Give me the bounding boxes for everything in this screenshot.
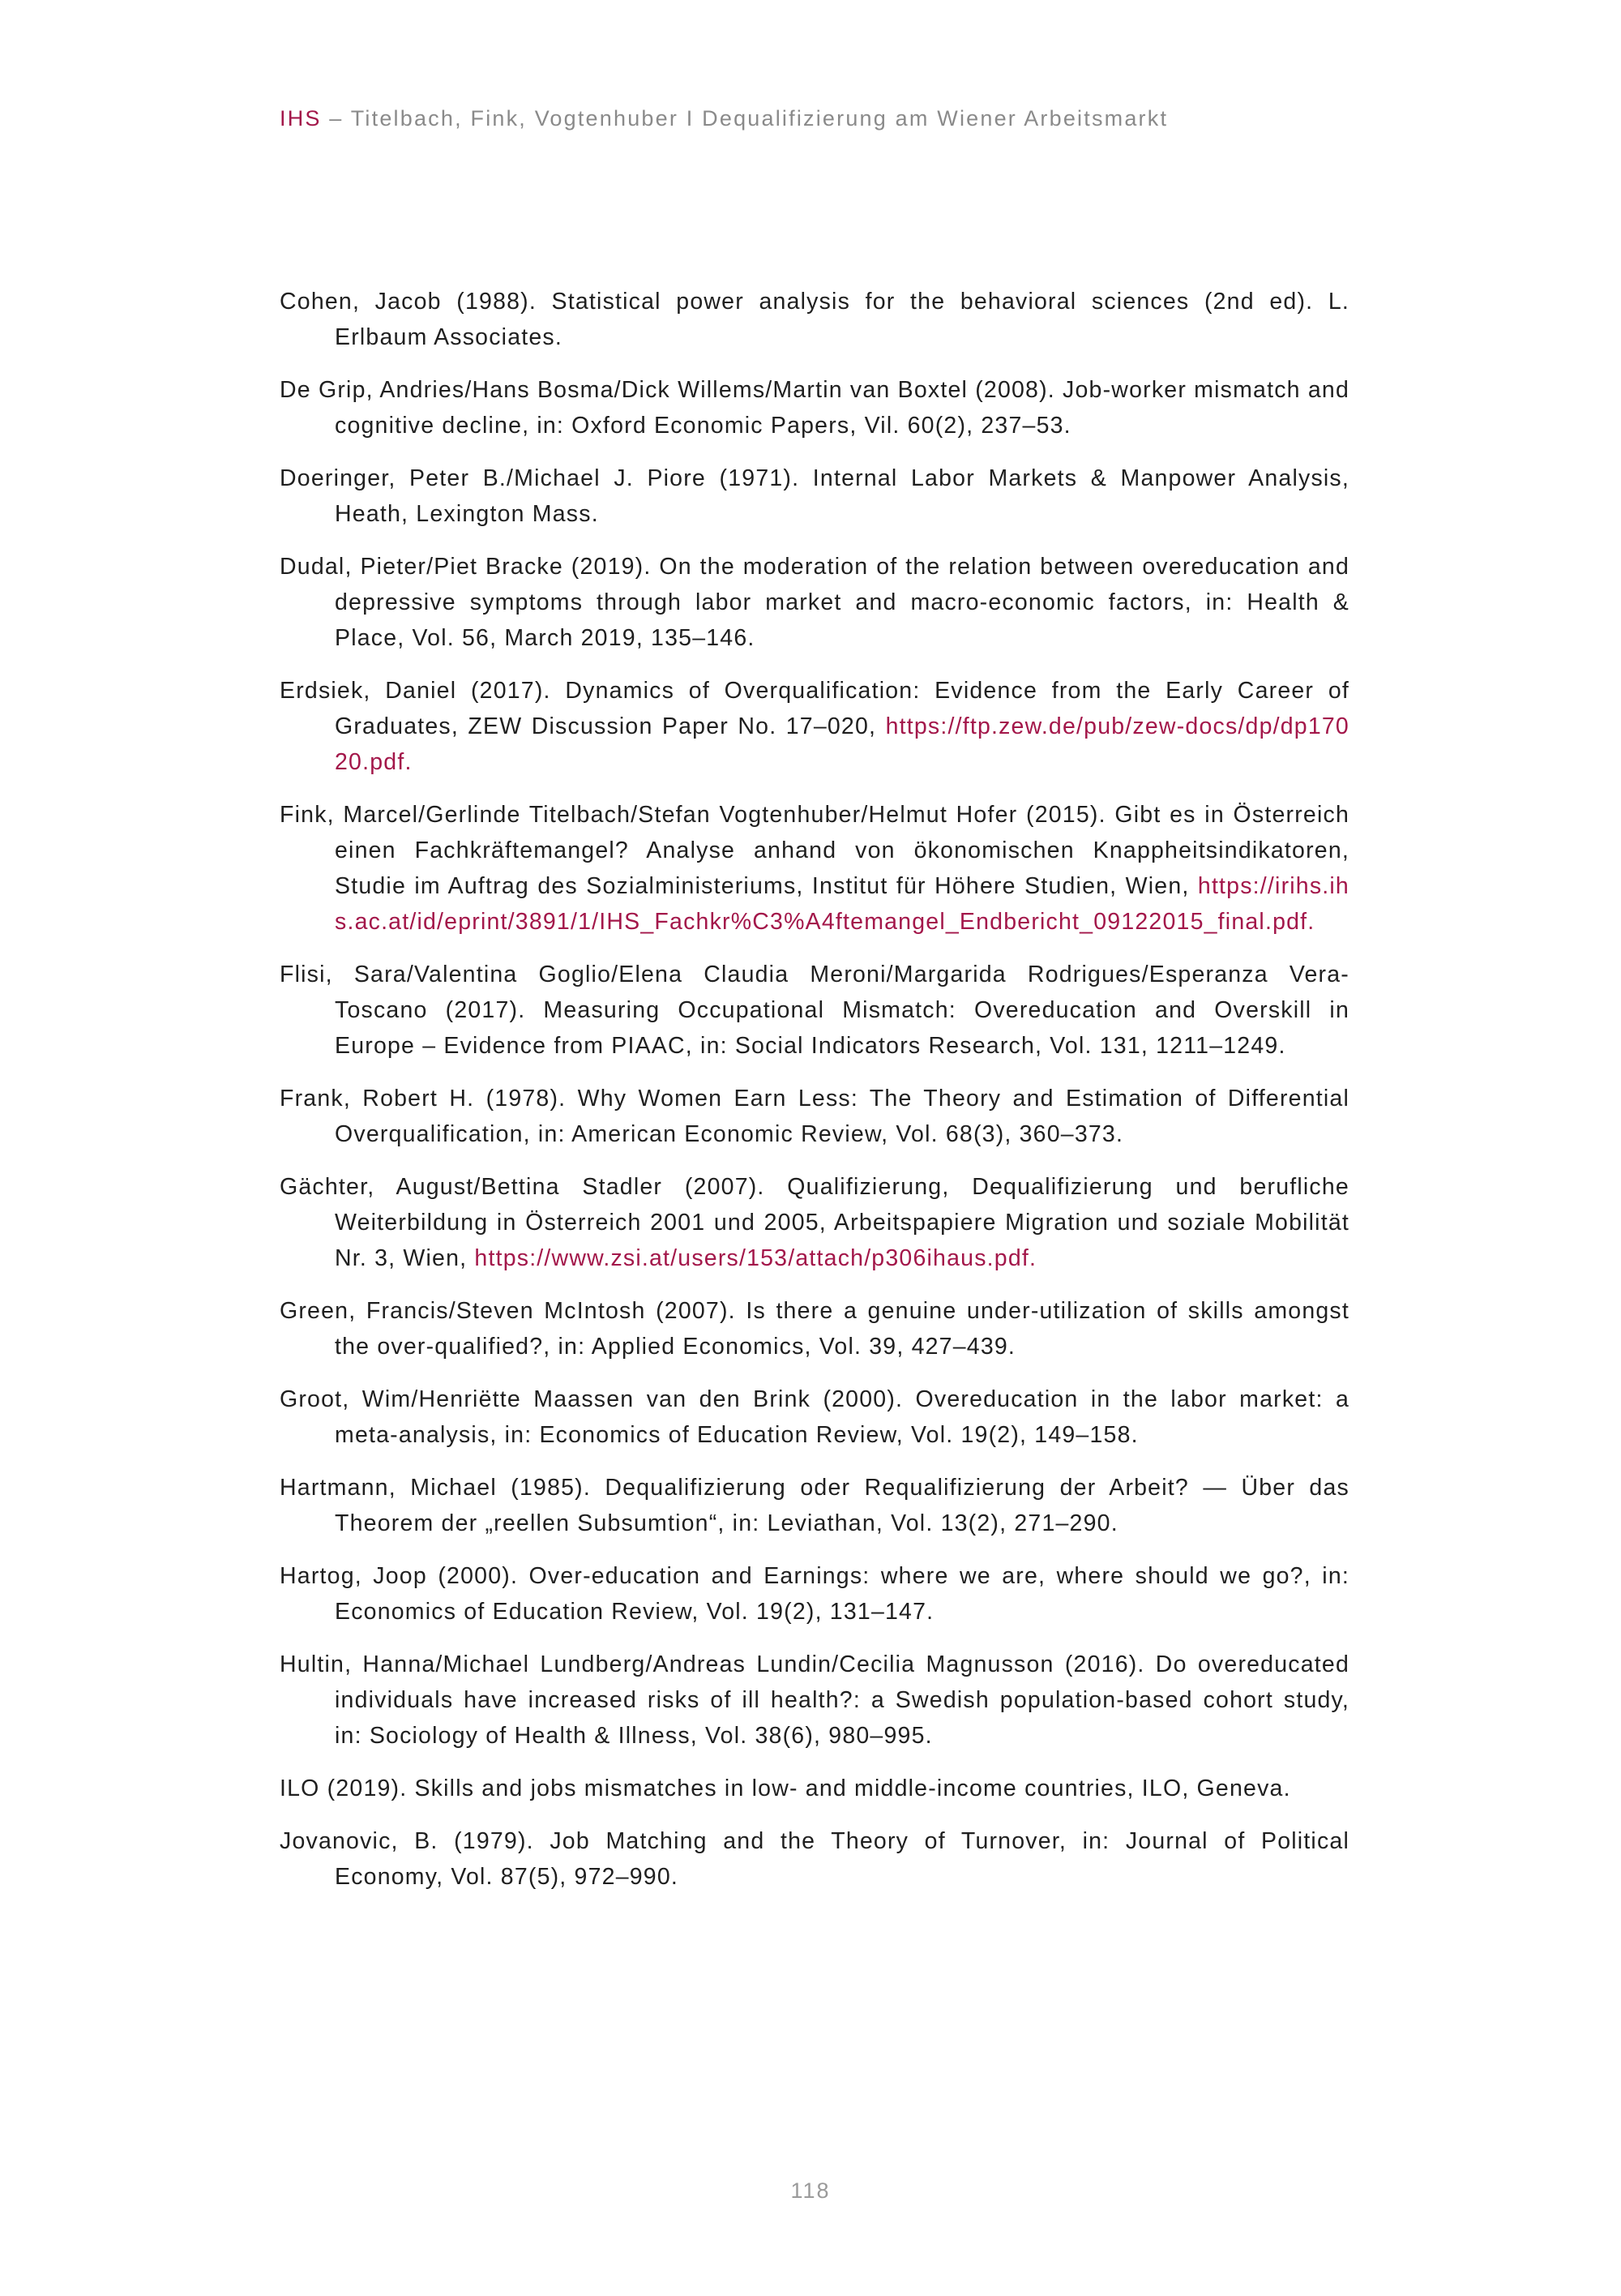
- reference-item: [280, 1771, 1349, 1806]
- reference-item: [280, 460, 1349, 532]
- reference-item: [280, 549, 1349, 656]
- reference-text: Hultin, Hanna/Michael Lundberg/Andreas Lundin/Cecilia Magnusson (2016). Do overeducated individuals have increased risks of ill health?: a Swedish population-based cohort study, in: Sociology of Health & Illness, Vol. 38(6), 980–995.: [280, 1651, 1349, 1749]
- reference-text: De Grip, Andries/Hans Bosma/Dick Willems/Martin van Boxtel (2008). Job-worker mismatch and cognitive decline, in: Oxford Economic Papers, Vil. 60(2), 237–53.: [280, 377, 1349, 439]
- page-number: 118: [790, 2178, 831, 2203]
- reference-item: [280, 372, 1349, 443]
- reference-item: [280, 797, 1349, 940]
- reference-text: Fink, Marcel/Gerlinde Titelbach/Stefan Vogtenhuber/Helmut Hofer (2015). Gibt es in Österreich einen Fachkräftemangel? Analyse anhand von ökonomischen Knappheitsindikatoren, Studie im Auftrag des Sozialministeriums, Institut für Höhere Studien, Wien,: [280, 802, 1349, 899]
- header-title: – Titelbach, Fink, Vogtenhuber I Dequalifizierung am Wiener Arbeitsmarkt: [321, 106, 1169, 131]
- reference-item: [280, 957, 1349, 1064]
- reference-item: [280, 1381, 1349, 1453]
- reference-link[interactable]: https://ftp.zew.de/pub/zew-docs/dp/dp17020.pdf.: [335, 713, 1349, 775]
- reference-text: Gächter, August/Bettina Stadler (2007). Qualifizierung, Dequalifizierung und berufliche Weiterbildung in Österreich 2001 und 2005, Arbeitspapiere Migration und soziale Mobilität Nr. 3, Wien,: [280, 1174, 1349, 1271]
- reference-text: Jovanovic, B. (1979). Job Matching and the Theory of Turnover, in: Journal of Political Economy, Vol. 87(5), 972–990.: [280, 1828, 1349, 1890]
- reference-item: [280, 1470, 1349, 1541]
- reference-item: [280, 1823, 1349, 1895]
- reference-link[interactable]: https://www.zsi.at/users/153/attach/p306ihaus.pdf.: [474, 1245, 1037, 1271]
- reference-text: Flisi, Sara/Valentina Goglio/Elena Claudia Meroni/Margarida Rodrigues/Esperanza Vera-Toscano (2017). Measuring Occupational Mismatch: Overeducation and Overskill in Europe – Evidence from PIAAC, in: Social Indicators Research, Vol. 131, 1211–1249.: [280, 962, 1349, 1059]
- reference-item: [280, 284, 1349, 355]
- running-header: [280, 106, 1168, 131]
- reference-text: Doeringer, Peter B./Michael J. Piore (1971). Internal Labor Markets & Manpower Analysis, Heath, Lexington Mass.: [280, 465, 1349, 527]
- reference-text: Groot, Wim/Henriëtte Maassen van den Brink (2000). Overeducation in the labor market: a meta-analysis, in: Economics of Education Review, Vol. 19(2), 149–158.: [280, 1386, 1349, 1448]
- reference-text: Erdsiek, Daniel (2017). Dynamics of Overqualification: Evidence from the Early Career of Graduates, ZEW Discussion Paper No. 17–020,: [280, 678, 1349, 739]
- reference-item: [280, 673, 1349, 780]
- reference-text: Frank, Robert H. (1978). Why Women Earn Less: The Theory and Estimation of Differential Overqualification, in: American Economic Review, Vol. 68(3), 360–373.: [280, 1086, 1349, 1147]
- reference-text: ILO (2019). Skills and jobs mismatches in low- and middle-income countries, ILO, Geneva.: [280, 1776, 1291, 1801]
- reference-text: Cohen, Jacob (1988). Statistical power analysis for the behavioral sciences (2nd ed). L. Erlbaum Associates.: [280, 289, 1349, 350]
- header-brand: IHS: [280, 106, 322, 131]
- reference-text: Green, Francis/Steven McIntosh (2007). Is there a genuine under-utilization of skills amongst the over-qualified?, in: Applied Economics, Vol. 39, 427–439.: [280, 1298, 1349, 1360]
- reference-item: [280, 1293, 1349, 1364]
- reference-item: [280, 1081, 1349, 1152]
- reference-text: Dudal, Pieter/Piet Bracke (2019). On the moderation of the relation between overeducation and depressive symptoms through labor market and macro-economic factors, in: Health & Place, Vol. 56, March 2019, 135–146.: [280, 554, 1349, 651]
- reference-list: [280, 284, 1349, 1912]
- reference-text: Hartog, Joop (2000). Over-education and Earnings: where we are, where should we go?, in: Economics of Education Review, Vol. 19(2), 131–147.: [280, 1563, 1349, 1625]
- reference-item: [280, 1558, 1349, 1630]
- reference-link[interactable]: https://irihs.ihs.ac.at/id/eprint/3891/1/IHS_Fachkr%C3%A4ftemangel_Endbericht_09122015_final.pdf.: [335, 873, 1349, 935]
- reference-item: [280, 1647, 1349, 1754]
- reference-item: [280, 1169, 1349, 1276]
- reference-text: Hartmann, Michael (1985). Dequalifizierung oder Requalifizierung der Arbeit? — Über das Theorem der „reellen Subsumtion“, in: Leviathan, Vol. 13(2), 271–290.: [280, 1475, 1349, 1536]
